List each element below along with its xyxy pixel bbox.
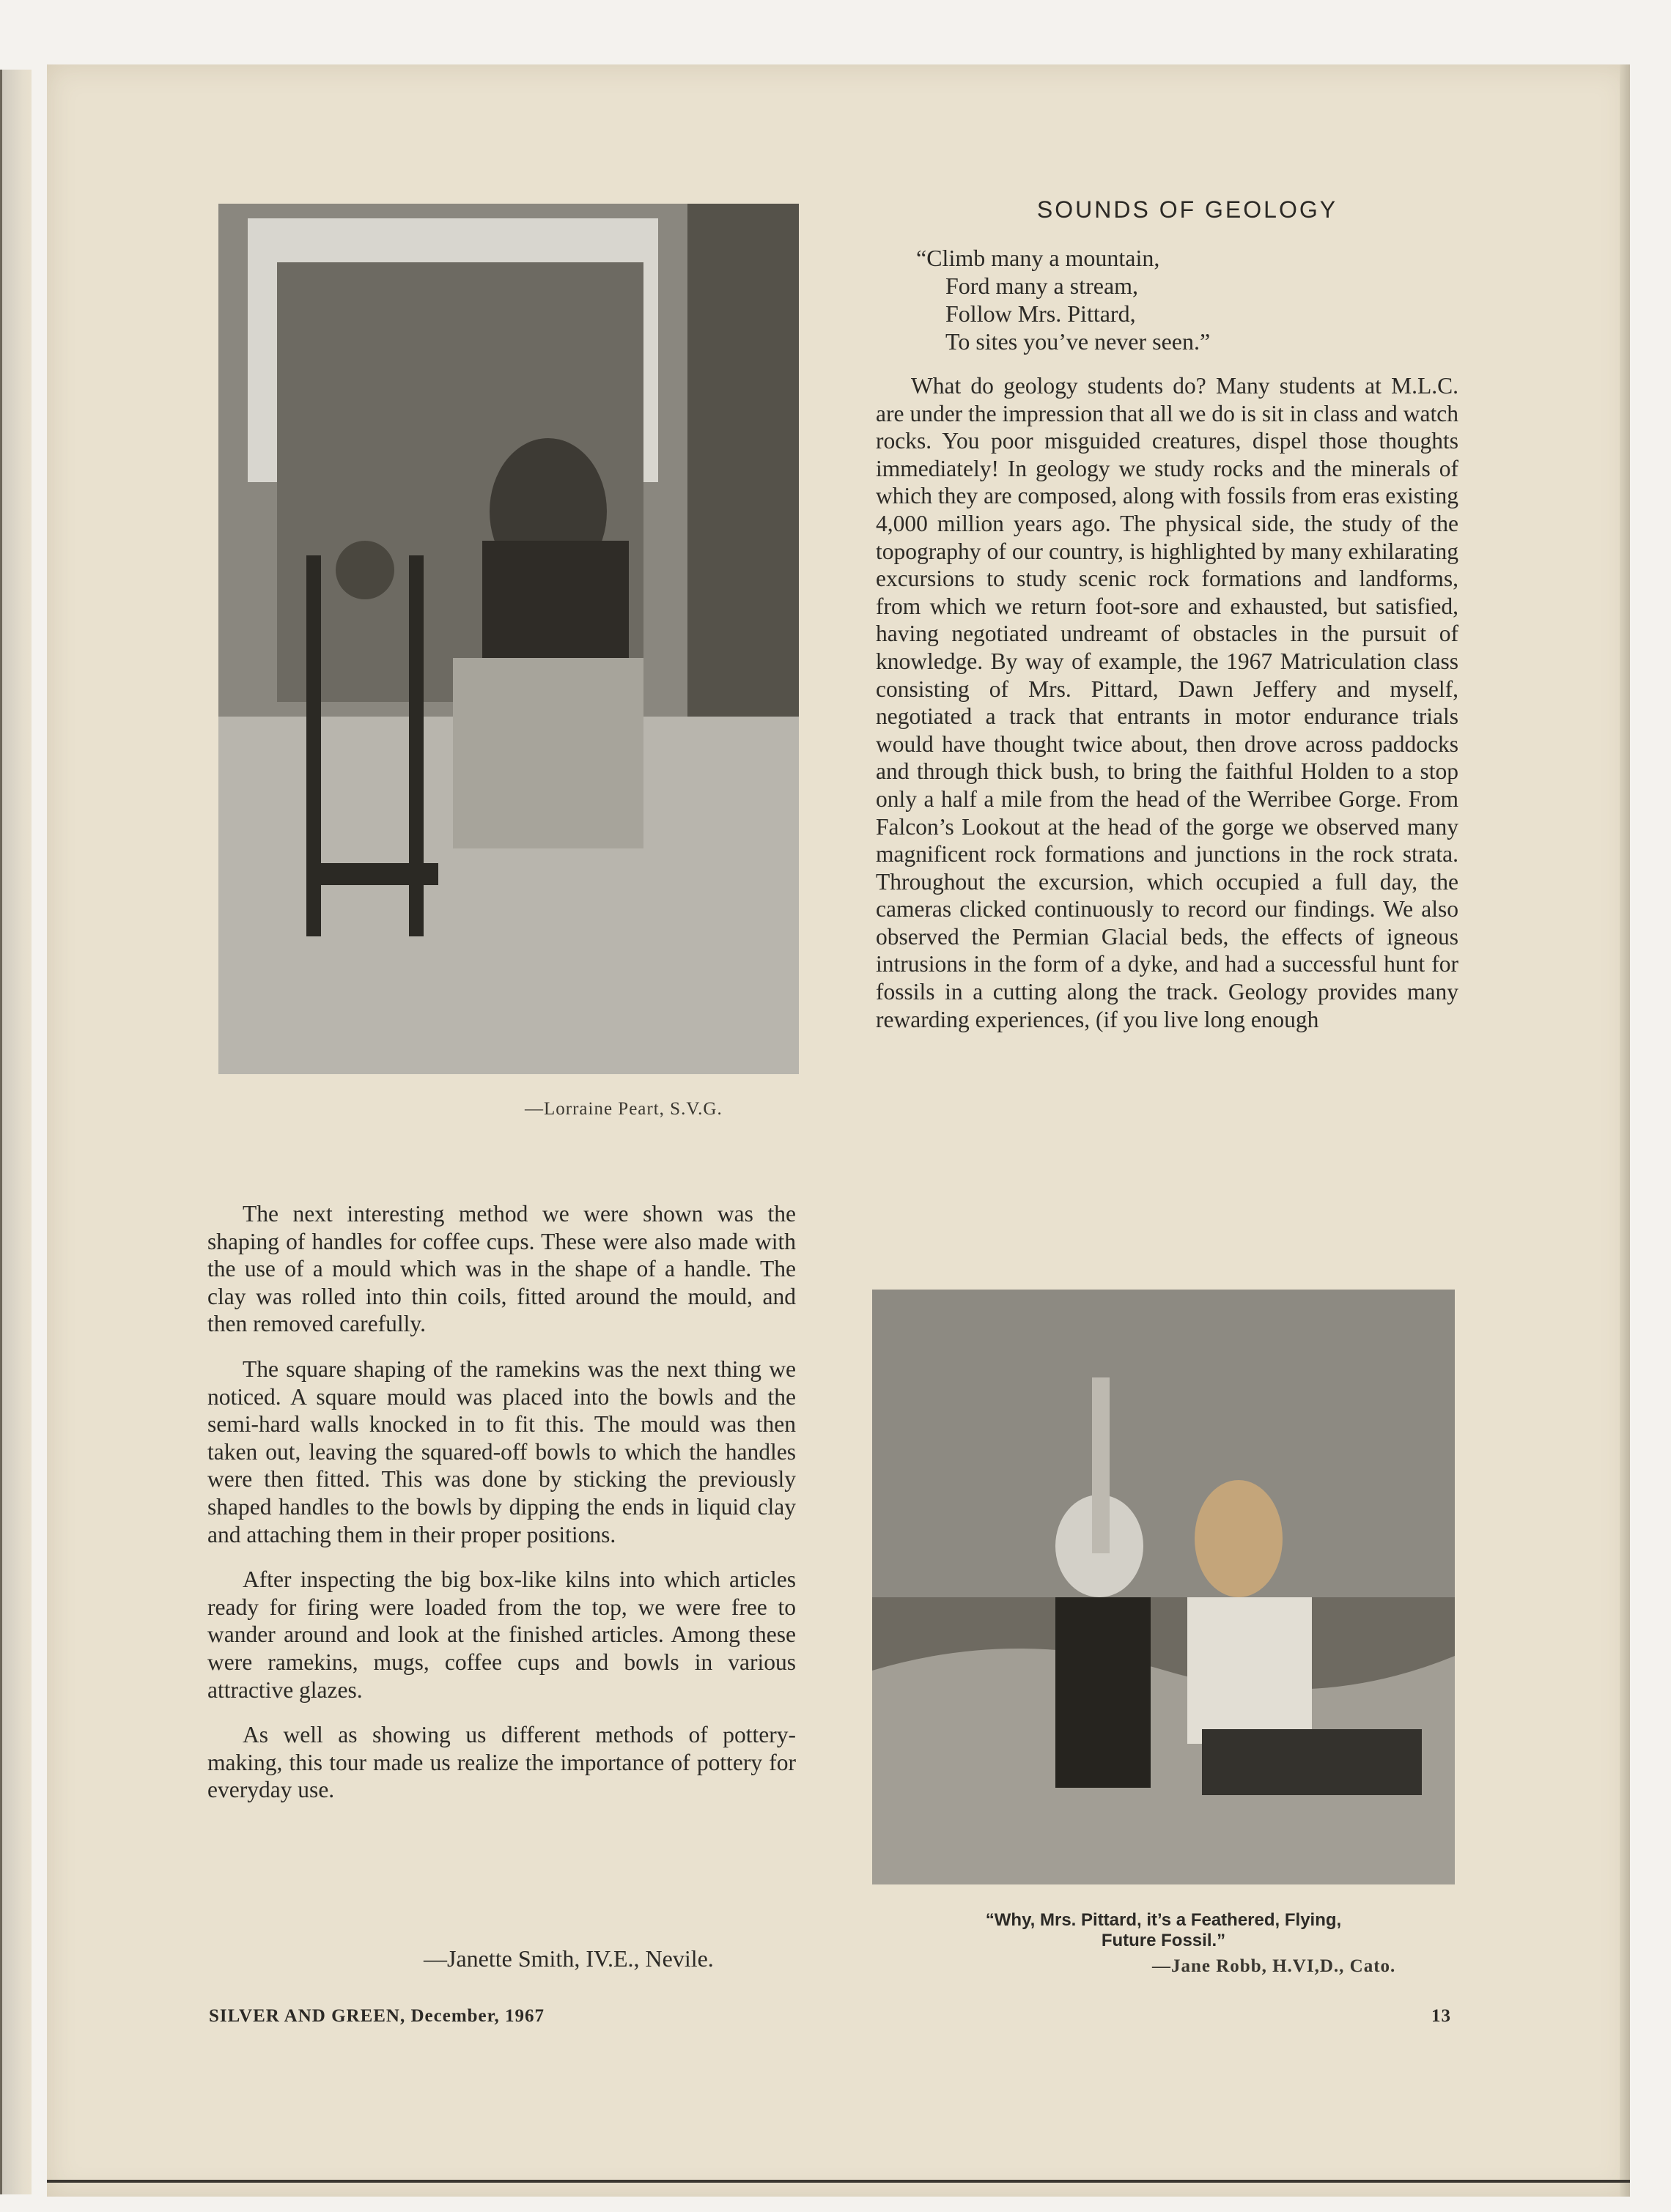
left-article <box>207 1200 796 1821</box>
poem-line: Ford many a stream, <box>945 273 1139 299</box>
left-paragraph: After inspecting the big box-like kilns into which articles ready for firing were loaded from the top, we were free to wander around and look at the finished articles. Among these were ramekins, mugs, coffee cups and bowls in various attractive glazes. <box>207 1566 796 1703</box>
poem <box>916 244 1210 355</box>
poem-line: “Climb many a mountain, <box>916 245 1160 271</box>
page-binding <box>0 70 32 2194</box>
caption-line: “Why, Mrs. Pittard, it’s a Feathered, Flying, <box>985 1910 1342 1930</box>
page-edge <box>1620 64 1630 2197</box>
left-paragraph: The next interesting method we were shown was the shaping of handles for coffee cups. These were also made with the use of a mould which was in the shape of a handle. The clay was rolled into thin coils, fitted around the mould, and then removed carefully. <box>207 1201 796 1337</box>
left-paragraph: The square shaping of the ramekins was the next thing we noticed. A square mould was placed into the bowls and the semi-hard walls knocked in to fit this. The mould was then taken out, leaving the squared-off bowls to which the handles were then fitted. This was done by sticking the previously shaped handles to the bowls by dipping the ends in liquid clay and attaching them in their proper positions. <box>207 1355 796 1547</box>
poem-line: To sites you’ve never seen.” <box>945 328 1211 355</box>
page-number: 13 <box>1431 2006 1451 2026</box>
caption-line: Future Fossil.” <box>1101 1931 1226 1950</box>
left-author: —Janette Smith, IV.E., Nevile. <box>424 1945 714 1972</box>
poem-line: Follow Mrs. Pittard, <box>945 300 1136 327</box>
left-photo-caption: —Lorraine Peart, S.V.G. <box>525 1099 723 1119</box>
right-paragraph: What do geology students do? Many students at M.L.C. are under the impression that all we do is sit in class and watch rocks. You poor misguided creatures, dispel those thoughts immediately! In geology we study rocks and the minerals of which they are composed, along with fossils from eras existing 4,000 million years ago. The physical side, the study of the topography of our country, is highlighted by many exhilarating excursions to study scenic rock formations and landforms, from which we return foot-sore and exhausted, but satisfied, having negotiated undreamt of obstacles in the pursuit of knowledge. By way of example, the 1967 Matriculation class consisting of Mrs. Pittard, Dawn Jeffery and myself, negotiated a track that entrants in motor endurance trials would have thought twice about, then drove across paddocks and through thick bush, to bring the faithful Holden to a stop only a half a mile from the head of the Werribee Gorge. From Falcon’s Lookout at the head of the gorge we observed many magnificent rock formations and junctions in the rock strata. Throughout the excursion, which occupied a full day, the cameras clicked continuously to record our findings. We also observed the Permian Glacial beds, the effects of igneous intrusions in the form of a dyke, and had a successful hunt for fossils in a cutting along the track. Geology provides many rewarding experiences, (if you live long enough <box>876 373 1458 1032</box>
right-photo-credit: —Jane Robb, H.VI,D., Cato. <box>1152 1956 1396 1976</box>
left-paragraph: As well as showing us different methods of pottery-making, this tour made us realize the importance of pottery for everyday use. <box>207 1722 796 1803</box>
bottom-rule <box>47 2180 1630 2183</box>
article-title: SOUNDS OF GEOLOGY <box>1036 196 1338 223</box>
right-photo-caption <box>872 1910 1455 1951</box>
publication-footer: SILVER AND GREEN, December, 1967 <box>209 2006 545 2026</box>
students-on-rock-photo <box>872 1290 1455 1884</box>
right-article <box>876 372 1458 1051</box>
spinning-wheel-photo <box>218 204 799 1074</box>
